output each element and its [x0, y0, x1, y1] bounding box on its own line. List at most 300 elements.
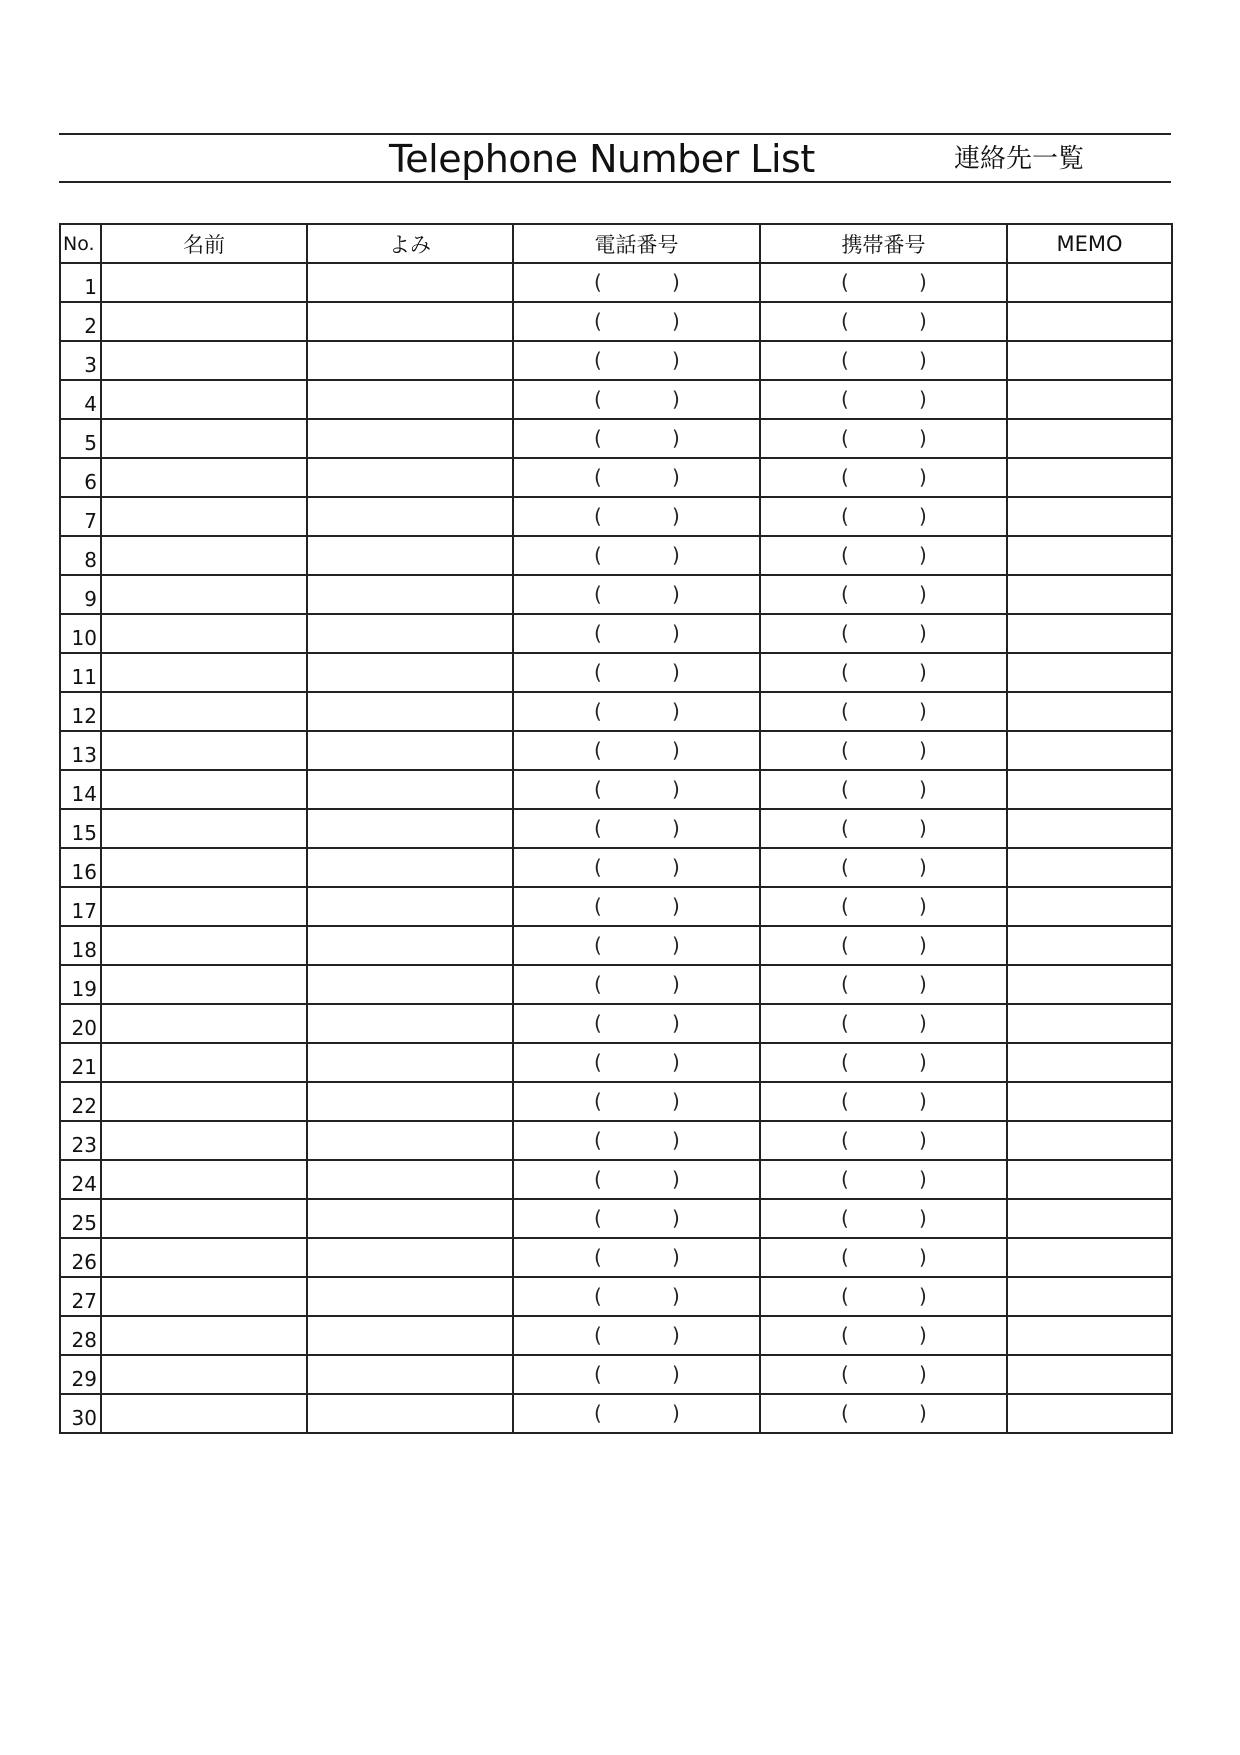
mobile-cell[interactable] — [760, 1316, 1007, 1355]
area-code-close-paren: ) — [919, 738, 927, 762]
mobile-cell[interactable] — [760, 341, 1007, 380]
area-code-close-paren: ) — [919, 348, 927, 372]
reading-cell[interactable] — [307, 458, 513, 497]
phone-cell[interactable] — [513, 302, 760, 341]
area-code-open-paren: ( — [594, 1167, 602, 1191]
area-code-close-paren: ) — [672, 738, 680, 762]
area-code-close-paren: ) — [672, 621, 680, 645]
area-code-close-paren: ) — [919, 543, 927, 567]
row-number: 13 — [60, 731, 101, 770]
reading-cell[interactable] — [307, 1355, 513, 1394]
phone-cell[interactable] — [513, 263, 760, 302]
table-row — [60, 653, 1172, 692]
reading-cell[interactable] — [307, 497, 513, 536]
name-cell[interactable] — [101, 848, 307, 887]
area-code-open-paren: ( — [594, 933, 602, 957]
area-code-open-paren: ( — [841, 816, 849, 840]
row-number: 5 — [60, 419, 101, 458]
area-code-open-paren: ( — [841, 855, 849, 879]
name-cell[interactable] — [101, 1238, 307, 1277]
mobile-cell[interactable] — [760, 965, 1007, 1004]
area-code-open-paren: ( — [594, 1011, 602, 1035]
name-cell[interactable] — [101, 419, 307, 458]
phone-cell[interactable] — [513, 1238, 760, 1277]
reading-cell[interactable] — [307, 1238, 513, 1277]
reading-cell[interactable] — [307, 731, 513, 770]
table-row — [60, 692, 1172, 731]
phone-cell[interactable] — [513, 1004, 760, 1043]
memo-cell[interactable] — [1007, 575, 1172, 614]
reading-cell[interactable] — [307, 1160, 513, 1199]
area-code-close-paren: ) — [672, 699, 680, 723]
area-code-open-paren: ( — [841, 777, 849, 801]
row-number: 20 — [60, 1004, 101, 1043]
row-number: 19 — [60, 965, 101, 1004]
contact-table — [59, 223, 1173, 1434]
reading-cell[interactable] — [307, 1199, 513, 1238]
mobile-cell[interactable] — [760, 926, 1007, 965]
row-number: 30 — [60, 1394, 101, 1433]
row-number: 4 — [60, 380, 101, 419]
phone-cell[interactable] — [513, 575, 760, 614]
area-code-close-paren: ) — [919, 504, 927, 528]
row-number: 2 — [60, 302, 101, 341]
phone-cell[interactable] — [513, 653, 760, 692]
area-code-open-paren: ( — [841, 270, 849, 294]
row-number: 3 — [60, 341, 101, 380]
name-cell[interactable] — [101, 770, 307, 809]
reading-cell[interactable] — [307, 380, 513, 419]
phone-cell[interactable] — [513, 1355, 760, 1394]
reading-cell[interactable] — [307, 1316, 513, 1355]
area-code-open-paren: ( — [841, 465, 849, 489]
header-mobile: 携帯番号 — [760, 224, 1007, 263]
area-code-open-paren: ( — [594, 1245, 602, 1269]
mobile-cell[interactable] — [760, 419, 1007, 458]
area-code-open-paren: ( — [594, 309, 602, 333]
area-code-close-paren: ) — [919, 972, 927, 996]
table-row — [60, 458, 1172, 497]
mobile-cell[interactable] — [760, 809, 1007, 848]
mobile-cell[interactable] — [760, 575, 1007, 614]
memo-cell[interactable] — [1007, 1277, 1172, 1316]
area-code-open-paren: ( — [841, 387, 849, 411]
area-code-open-paren: ( — [594, 972, 602, 996]
area-code-close-paren: ) — [672, 426, 680, 450]
row-number: 25 — [60, 1199, 101, 1238]
area-code-close-paren: ) — [672, 1011, 680, 1035]
area-code-close-paren: ) — [672, 660, 680, 684]
name-cell[interactable] — [101, 341, 307, 380]
memo-cell[interactable] — [1007, 887, 1172, 926]
title-band — [59, 133, 1171, 183]
mobile-cell[interactable] — [760, 380, 1007, 419]
memo-cell[interactable] — [1007, 1004, 1172, 1043]
mobile-cell[interactable] — [760, 731, 1007, 770]
phone-cell[interactable] — [513, 770, 760, 809]
mobile-cell[interactable] — [760, 497, 1007, 536]
area-code-close-paren: ) — [919, 933, 927, 957]
area-code-open-paren: ( — [594, 777, 602, 801]
mobile-cell[interactable] — [760, 1355, 1007, 1394]
memo-cell[interactable] — [1007, 1043, 1172, 1082]
memo-cell[interactable] — [1007, 848, 1172, 887]
table-row — [60, 770, 1172, 809]
name-cell[interactable] — [101, 1394, 307, 1433]
row-number: 17 — [60, 887, 101, 926]
area-code-open-paren: ( — [841, 1089, 849, 1113]
row-number: 28 — [60, 1316, 101, 1355]
area-code-close-paren: ) — [919, 1089, 927, 1113]
phone-cell[interactable] — [513, 1043, 760, 1082]
area-code-close-paren: ) — [672, 1323, 680, 1347]
phone-cell[interactable] — [513, 380, 760, 419]
name-cell[interactable] — [101, 380, 307, 419]
table-row — [60, 1160, 1172, 1199]
page-subtitle: 連絡先一覧 — [954, 144, 1085, 174]
name-cell[interactable] — [101, 653, 307, 692]
name-cell[interactable] — [101, 1199, 307, 1238]
mobile-cell[interactable] — [760, 1160, 1007, 1199]
row-number: 16 — [60, 848, 101, 887]
row-number: 22 — [60, 1082, 101, 1121]
table-row — [60, 419, 1172, 458]
reading-cell[interactable] — [307, 848, 513, 887]
table-row — [60, 1394, 1172, 1433]
name-cell[interactable] — [101, 536, 307, 575]
row-number: 18 — [60, 926, 101, 965]
table-row — [60, 497, 1172, 536]
memo-cell[interactable] — [1007, 341, 1172, 380]
memo-cell[interactable] — [1007, 653, 1172, 692]
name-cell[interactable] — [101, 302, 307, 341]
phone-cell[interactable] — [513, 809, 760, 848]
mobile-cell[interactable] — [760, 302, 1007, 341]
memo-cell[interactable] — [1007, 1121, 1172, 1160]
name-cell[interactable] — [101, 263, 307, 302]
name-cell[interactable] — [101, 1121, 307, 1160]
area-code-open-paren: ( — [594, 1089, 602, 1113]
phone-cell[interactable] — [513, 1316, 760, 1355]
memo-cell[interactable] — [1007, 458, 1172, 497]
memo-cell[interactable] — [1007, 302, 1172, 341]
area-code-close-paren: ) — [919, 1362, 927, 1386]
area-code-open-paren: ( — [594, 426, 602, 450]
memo-cell[interactable] — [1007, 614, 1172, 653]
phone-cell[interactable] — [513, 458, 760, 497]
area-code-open-paren: ( — [594, 660, 602, 684]
table-row — [60, 809, 1172, 848]
phone-cell[interactable] — [513, 614, 760, 653]
memo-cell[interactable] — [1007, 497, 1172, 536]
area-code-open-paren: ( — [841, 426, 849, 450]
area-code-open-paren: ( — [841, 621, 849, 645]
area-code-open-paren: ( — [594, 1401, 602, 1425]
area-code-close-paren: ) — [672, 855, 680, 879]
name-cell[interactable] — [101, 1355, 307, 1394]
mobile-cell[interactable] — [760, 1277, 1007, 1316]
area-code-open-paren: ( — [841, 543, 849, 567]
memo-cell[interactable] — [1007, 1238, 1172, 1277]
reading-cell[interactable] — [307, 614, 513, 653]
phone-cell[interactable] — [513, 497, 760, 536]
area-code-open-paren: ( — [841, 348, 849, 372]
reading-cell[interactable] — [307, 341, 513, 380]
name-cell[interactable] — [101, 497, 307, 536]
name-cell[interactable] — [101, 1160, 307, 1199]
reading-cell[interactable] — [307, 1082, 513, 1121]
area-code-close-paren: ) — [919, 426, 927, 450]
name-cell[interactable] — [101, 1082, 307, 1121]
area-code-open-paren: ( — [841, 1011, 849, 1035]
area-code-close-paren: ) — [672, 1089, 680, 1113]
area-code-close-paren: ) — [919, 699, 927, 723]
area-code-close-paren: ) — [672, 309, 680, 333]
reading-cell[interactable] — [307, 263, 513, 302]
area-code-close-paren: ) — [672, 504, 680, 528]
phone-cell[interactable] — [513, 1394, 760, 1433]
mobile-cell[interactable] — [760, 1199, 1007, 1238]
mobile-cell[interactable] — [760, 887, 1007, 926]
name-cell[interactable] — [101, 965, 307, 1004]
area-code-open-paren: ( — [841, 699, 849, 723]
name-cell[interactable] — [101, 458, 307, 497]
phone-cell[interactable] — [513, 1160, 760, 1199]
memo-cell[interactable] — [1007, 770, 1172, 809]
reading-cell[interactable] — [307, 1394, 513, 1433]
area-code-open-paren: ( — [841, 309, 849, 333]
area-code-open-paren: ( — [594, 1284, 602, 1308]
phone-cell[interactable] — [513, 887, 760, 926]
table-row — [60, 731, 1172, 770]
memo-cell[interactable] — [1007, 965, 1172, 1004]
row-number: 10 — [60, 614, 101, 653]
memo-cell[interactable] — [1007, 692, 1172, 731]
area-code-close-paren: ) — [919, 582, 927, 606]
row-number: 21 — [60, 1043, 101, 1082]
name-cell[interactable] — [101, 1043, 307, 1082]
area-code-open-paren: ( — [841, 1167, 849, 1191]
page-title: Telephone Number List — [389, 137, 815, 181]
table-row — [60, 887, 1172, 926]
row-number: 7 — [60, 497, 101, 536]
memo-cell[interactable] — [1007, 926, 1172, 965]
area-code-close-paren: ) — [672, 894, 680, 918]
memo-cell[interactable] — [1007, 380, 1172, 419]
area-code-close-paren: ) — [672, 816, 680, 840]
mobile-cell[interactable] — [760, 1394, 1007, 1433]
memo-cell[interactable] — [1007, 263, 1172, 302]
reading-cell[interactable] — [307, 419, 513, 458]
row-number: 23 — [60, 1121, 101, 1160]
area-code-open-paren: ( — [841, 738, 849, 762]
phone-cell[interactable] — [513, 1121, 760, 1160]
area-code-close-paren: ) — [672, 465, 680, 489]
area-code-close-paren: ) — [672, 1401, 680, 1425]
row-number: 15 — [60, 809, 101, 848]
mobile-cell[interactable] — [760, 614, 1007, 653]
memo-cell[interactable] — [1007, 1199, 1172, 1238]
area-code-close-paren: ) — [919, 621, 927, 645]
phone-cell[interactable] — [513, 419, 760, 458]
reading-cell[interactable] — [307, 1277, 513, 1316]
area-code-close-paren: ) — [672, 1245, 680, 1269]
name-cell[interactable] — [101, 809, 307, 848]
area-code-open-paren: ( — [594, 1128, 602, 1152]
memo-cell[interactable] — [1007, 1316, 1172, 1355]
memo-cell[interactable] — [1007, 809, 1172, 848]
phone-cell[interactable] — [513, 848, 760, 887]
area-code-open-paren: ( — [841, 1050, 849, 1074]
name-cell[interactable] — [101, 731, 307, 770]
table-row — [60, 263, 1172, 302]
mobile-cell[interactable] — [760, 770, 1007, 809]
memo-cell[interactable] — [1007, 1355, 1172, 1394]
reading-cell[interactable] — [307, 536, 513, 575]
area-code-open-paren: ( — [594, 621, 602, 645]
table-row — [60, 965, 1172, 1004]
name-cell[interactable] — [101, 1316, 307, 1355]
table-header-row — [60, 224, 1172, 263]
mobile-cell[interactable] — [760, 1082, 1007, 1121]
area-code-close-paren: ) — [672, 1050, 680, 1074]
table-row — [60, 1316, 1172, 1355]
table-body — [60, 263, 1172, 1433]
reading-cell[interactable] — [307, 692, 513, 731]
header-reading: よみ — [307, 224, 513, 263]
table-row — [60, 1277, 1172, 1316]
area-code-close-paren: ) — [919, 1206, 927, 1230]
area-code-open-paren: ( — [841, 1323, 849, 1347]
header-memo: MEMO — [1007, 224, 1172, 263]
reading-cell[interactable] — [307, 809, 513, 848]
name-cell[interactable] — [101, 575, 307, 614]
area-code-open-paren: ( — [841, 972, 849, 996]
area-code-open-paren: ( — [594, 1362, 602, 1386]
area-code-close-paren: ) — [672, 348, 680, 372]
area-code-close-paren: ) — [919, 1245, 927, 1269]
table-row — [60, 1043, 1172, 1082]
table-row — [60, 302, 1172, 341]
table-row — [60, 848, 1172, 887]
row-number: 1 — [60, 263, 101, 302]
phone-cell[interactable] — [513, 731, 760, 770]
reading-cell[interactable] — [307, 1043, 513, 1082]
area-code-open-paren: ( — [841, 1128, 849, 1152]
table-row — [60, 536, 1172, 575]
table-row — [60, 1355, 1172, 1394]
phone-cell[interactable] — [513, 341, 760, 380]
table-row — [60, 1121, 1172, 1160]
row-number: 29 — [60, 1355, 101, 1394]
area-code-close-paren: ) — [919, 1284, 927, 1308]
name-cell[interactable] — [101, 614, 307, 653]
reading-cell[interactable] — [307, 770, 513, 809]
mobile-cell[interactable] — [760, 263, 1007, 302]
area-code-open-paren: ( — [594, 816, 602, 840]
memo-cell[interactable] — [1007, 731, 1172, 770]
reading-cell[interactable] — [307, 887, 513, 926]
row-number: 12 — [60, 692, 101, 731]
row-number: 11 — [60, 653, 101, 692]
phone-cell[interactable] — [513, 926, 760, 965]
phone-cell[interactable] — [513, 965, 760, 1004]
area-code-open-paren: ( — [594, 465, 602, 489]
mobile-cell[interactable] — [760, 458, 1007, 497]
mobile-cell[interactable] — [760, 653, 1007, 692]
name-cell[interactable] — [101, 1004, 307, 1043]
table-row — [60, 341, 1172, 380]
row-number: 8 — [60, 536, 101, 575]
area-code-open-paren: ( — [841, 933, 849, 957]
reading-cell[interactable] — [307, 1004, 513, 1043]
area-code-open-paren: ( — [594, 738, 602, 762]
area-code-close-paren: ) — [919, 1401, 927, 1425]
area-code-open-paren: ( — [841, 660, 849, 684]
memo-cell[interactable] — [1007, 536, 1172, 575]
row-number: 26 — [60, 1238, 101, 1277]
area-code-open-paren: ( — [594, 348, 602, 372]
area-code-open-paren: ( — [594, 504, 602, 528]
area-code-close-paren: ) — [672, 582, 680, 606]
area-code-close-paren: ) — [672, 1284, 680, 1308]
mobile-cell[interactable] — [760, 692, 1007, 731]
area-code-close-paren: ) — [919, 309, 927, 333]
area-code-open-paren: ( — [594, 894, 602, 918]
reading-cell[interactable] — [307, 926, 513, 965]
memo-cell[interactable] — [1007, 1394, 1172, 1433]
mobile-cell[interactable] — [760, 1004, 1007, 1043]
area-code-close-paren: ) — [672, 933, 680, 957]
area-code-close-paren: ) — [919, 1323, 927, 1347]
name-cell[interactable] — [101, 926, 307, 965]
memo-cell[interactable] — [1007, 419, 1172, 458]
name-cell[interactable] — [101, 887, 307, 926]
reading-cell[interactable] — [307, 653, 513, 692]
area-code-open-paren: ( — [594, 1050, 602, 1074]
area-code-open-paren: ( — [594, 387, 602, 411]
phone-cell[interactable] — [513, 1199, 760, 1238]
reading-cell[interactable] — [307, 1121, 513, 1160]
area-code-close-paren: ) — [672, 543, 680, 567]
mobile-cell[interactable] — [760, 536, 1007, 575]
phone-cell[interactable] — [513, 536, 760, 575]
phone-cell[interactable] — [513, 1277, 760, 1316]
area-code-close-paren: ) — [672, 387, 680, 411]
area-code-close-paren: ) — [672, 1128, 680, 1152]
table-row — [60, 380, 1172, 419]
mobile-cell[interactable] — [760, 1238, 1007, 1277]
area-code-open-paren: ( — [841, 1401, 849, 1425]
phone-cell[interactable] — [513, 692, 760, 731]
area-code-open-paren: ( — [594, 582, 602, 606]
table-row — [60, 1082, 1172, 1121]
mobile-cell[interactable] — [760, 848, 1007, 887]
name-cell[interactable] — [101, 1277, 307, 1316]
mobile-cell[interactable] — [760, 1043, 1007, 1082]
reading-cell[interactable] — [307, 575, 513, 614]
mobile-cell[interactable] — [760, 1121, 1007, 1160]
name-cell[interactable] — [101, 692, 307, 731]
phone-cell[interactable] — [513, 1082, 760, 1121]
reading-cell[interactable] — [307, 965, 513, 1004]
reading-cell[interactable] — [307, 302, 513, 341]
area-code-open-paren: ( — [594, 699, 602, 723]
area-code-close-paren: ) — [919, 660, 927, 684]
table-row — [60, 575, 1172, 614]
memo-cell[interactable] — [1007, 1082, 1172, 1121]
memo-cell[interactable] — [1007, 1160, 1172, 1199]
